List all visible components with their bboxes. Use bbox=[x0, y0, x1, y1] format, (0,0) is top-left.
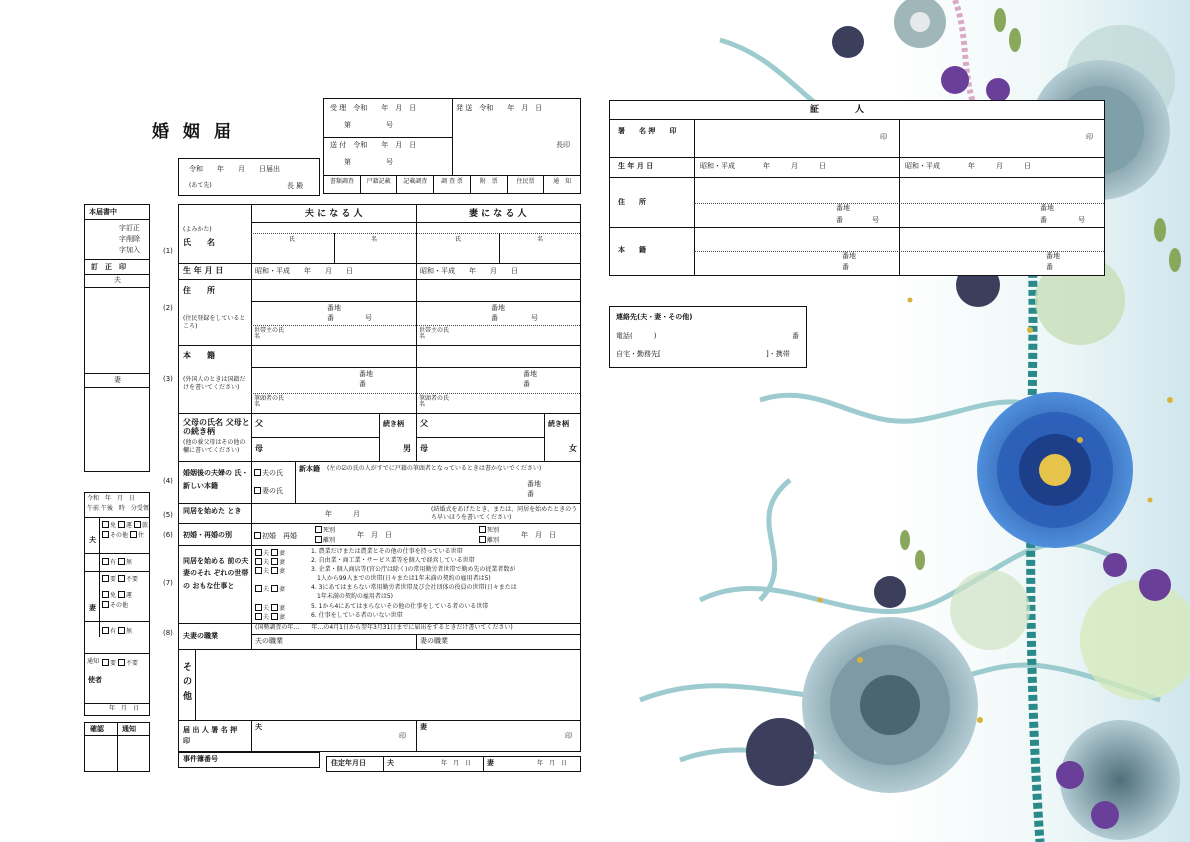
contact-box bbox=[609, 306, 807, 368]
check-label: 無 bbox=[125, 628, 132, 635]
reception-box bbox=[323, 98, 581, 194]
correction-label: 字削除 bbox=[119, 235, 140, 243]
work-label: 同居を始める 前の夫妻のそれ ぞれの世帯の おもな仕事と bbox=[183, 557, 249, 590]
honsho-label: 本届書中 bbox=[89, 208, 117, 216]
send-date: 発 送 令和 年 月 日 bbox=[456, 104, 543, 112]
stamp-label: 住民票 bbox=[508, 175, 545, 193]
row-number: (6) bbox=[163, 531, 173, 539]
relation-label: 続き柄 bbox=[548, 420, 569, 428]
row-number: (4) bbox=[163, 477, 173, 485]
death-divorce[interactable] bbox=[315, 526, 335, 534]
husband-column: 夫 に な る 人 bbox=[305, 209, 363, 219]
check-label: 運 bbox=[125, 522, 132, 529]
check-label: その他 bbox=[110, 532, 129, 539]
check-label: 免 bbox=[110, 592, 117, 599]
witness2-go: 号 bbox=[1078, 216, 1085, 224]
check-label: 要 bbox=[110, 660, 117, 667]
correction-box bbox=[84, 204, 150, 472]
witness-box bbox=[609, 100, 1105, 276]
office-date: 令和 年 月 日 bbox=[87, 495, 136, 502]
witness2-seal: 印 bbox=[1086, 133, 1093, 141]
witness2-banchi: 番地 bbox=[1040, 204, 1054, 212]
correction-label: 字加入 bbox=[119, 246, 140, 254]
row-number: (1) bbox=[163, 247, 173, 255]
notify-label: 通知 bbox=[87, 658, 100, 665]
submission-date: 令和 年 月 日届出 bbox=[189, 165, 280, 173]
office-wife: 妻 bbox=[89, 604, 96, 612]
check-label: 妻 bbox=[278, 586, 285, 593]
signature-label: 届 出 人 署 名 押 印 bbox=[183, 726, 238, 745]
address-ban: 番 bbox=[491, 314, 498, 322]
stamp-label: 戸籍記載 bbox=[361, 175, 398, 193]
option-label: 離別 bbox=[487, 537, 500, 544]
cohab-label: 同居を始めた とき bbox=[183, 507, 242, 515]
address-ban: 番 bbox=[327, 314, 334, 322]
new-honseki-label: 新本籍 bbox=[299, 465, 320, 473]
stamp-label: 記載調査 bbox=[397, 175, 434, 193]
address-label: 住 所 bbox=[183, 286, 215, 295]
remarriage-date: 年 月 日 bbox=[357, 531, 392, 539]
office-husband: 夫 bbox=[89, 536, 96, 544]
check-label: 有 bbox=[110, 559, 117, 566]
check-label: 夫 bbox=[263, 614, 270, 621]
death-divorce[interactable] bbox=[479, 536, 499, 544]
work-checks[interactable] bbox=[255, 604, 285, 612]
residence-wife-date: 年 月 日 bbox=[537, 760, 568, 767]
row-number: (7) bbox=[163, 579, 173, 587]
reception-date: 受 理 令和 年 月 日 bbox=[330, 104, 417, 112]
householder-label: 世帯主の氏名 bbox=[254, 327, 285, 340]
submission-to: (あて先) bbox=[189, 182, 212, 189]
work-checks[interactable] bbox=[255, 567, 285, 575]
work-item: 2. 自由業・商工業・サービス業等を個人で経営している世帯 bbox=[311, 557, 475, 564]
honseki-banchi: 番地 bbox=[523, 370, 537, 378]
surname-label: 氏 bbox=[289, 236, 296, 243]
given-label: 名 bbox=[537, 236, 544, 243]
witness1-banchi: 番地 bbox=[836, 204, 850, 212]
work-item: 4. 3にあてはまらない常用勤労者世帯及び会社団体の役員の世帯(日々または bbox=[311, 584, 517, 591]
honseki-banchi: 番地 bbox=[359, 370, 373, 378]
first-marriage-label: 初婚・再婚の別 bbox=[183, 531, 232, 539]
work-checks[interactable] bbox=[255, 585, 285, 593]
husband-job: 夫の職業 bbox=[255, 637, 283, 645]
husband-label: 夫 bbox=[114, 276, 121, 284]
confirm-box bbox=[84, 722, 150, 772]
option-label: 妻の氏 bbox=[262, 487, 283, 495]
contact-title: 連絡先(夫・妻・その他) bbox=[616, 313, 693, 321]
relation-son: 男 bbox=[403, 444, 411, 453]
office-checks bbox=[102, 591, 132, 599]
work-item: 3. 企業・個人商店等(官公庁は除く)の常用勤労者世帯で勤め先の従業者数が bbox=[311, 566, 516, 573]
correction-label: 字訂正 bbox=[119, 224, 140, 232]
jobs-note: (国勢調査の年… 年…の4月1日から翌年3月31日までに届出をするときだけ書いてください) bbox=[255, 624, 513, 631]
address-go: 号 bbox=[365, 314, 372, 322]
residence-wife: 妻 bbox=[487, 759, 494, 767]
witness1-ban: 番 bbox=[836, 216, 843, 224]
work-item: 5. 1から4にあてはまらないその他の仕事をしている者のいる世帯 bbox=[311, 603, 489, 610]
forward-number: 第 号 bbox=[344, 158, 393, 166]
office-checks bbox=[102, 531, 144, 539]
option-label: 離別 bbox=[323, 537, 336, 544]
wife-birth: 昭和・平成 年 月 日 bbox=[420, 267, 518, 275]
check-label: 無 bbox=[125, 559, 132, 566]
work-checks[interactable] bbox=[255, 549, 285, 557]
office-checks bbox=[102, 521, 148, 529]
form-title: 婚 姻 届 bbox=[152, 122, 235, 142]
witness-address-label: 住 所 bbox=[618, 198, 646, 206]
witness-honseki-label: 本 籍 bbox=[618, 246, 646, 254]
stamp-label: 書類調査 bbox=[324, 175, 361, 193]
witness2-hon-banchi: 番地 bbox=[1046, 252, 1060, 260]
check-label: 旅 bbox=[141, 522, 148, 529]
residence-date-label: 住定年月日 bbox=[331, 759, 366, 767]
option-label: 初婚 再婚 bbox=[262, 532, 297, 540]
check-label: 夫 bbox=[263, 605, 270, 612]
work-checks[interactable] bbox=[255, 558, 285, 566]
mother-label: 母 bbox=[255, 444, 263, 453]
cohab-date: 年 月 bbox=[325, 510, 360, 518]
jobs-label: 夫妻の職業 bbox=[183, 632, 218, 640]
residence-husband: 夫 bbox=[387, 759, 394, 767]
office-checks bbox=[102, 659, 138, 667]
office-date2: 年 月 日 bbox=[103, 705, 140, 712]
teisei-label: 訂 正 印 bbox=[91, 263, 126, 271]
forward-date: 送 付 令和 年 月 日 bbox=[330, 141, 417, 149]
check-label: 有 bbox=[110, 628, 117, 635]
honseki-ban: 番 bbox=[523, 380, 530, 388]
witness1-hon-banchi: 番地 bbox=[842, 252, 856, 260]
main-form bbox=[178, 204, 581, 722]
work-item: 6. 仕事をしている者のいない世帯 bbox=[311, 612, 403, 619]
check-label: 運 bbox=[125, 592, 132, 599]
relation-label: 続き柄 bbox=[383, 420, 404, 428]
father-label: 父 bbox=[420, 419, 428, 428]
submission-chief: 長 殿 bbox=[287, 182, 304, 190]
check-label: その他 bbox=[110, 602, 129, 609]
check-label: 不要 bbox=[125, 660, 138, 667]
check-label: 夫 bbox=[263, 568, 270, 575]
confirm-label: 確認 bbox=[90, 725, 104, 733]
witness1-birth: 昭和・平成 年 月 日 bbox=[700, 162, 826, 170]
chief-seal: 長印 bbox=[556, 141, 570, 149]
residence-husband-date: 年 月 日 bbox=[441, 760, 472, 767]
check-label: 免 bbox=[110, 522, 117, 529]
new-honseki-note: (左の☑の氏の人がすでに戸籍の筆頭者となっているときは書かないでください) bbox=[327, 465, 542, 472]
husband-surname-option[interactable] bbox=[254, 469, 283, 477]
new-honseki-banchi: 番地 bbox=[527, 480, 541, 488]
birth-label: 生 年 月 日 bbox=[183, 266, 224, 275]
wife-sign-label: 妻 bbox=[420, 723, 427, 731]
wife-seal: 印 bbox=[565, 732, 572, 740]
witness-title: 証 人 bbox=[810, 105, 865, 115]
office-time: 午前 午後 時 分受領 bbox=[87, 505, 149, 512]
office-checks bbox=[102, 575, 138, 583]
new-honseki-ban: 番 bbox=[527, 490, 534, 498]
witness1-go: 号 bbox=[872, 216, 879, 224]
reception-number: 第 号 bbox=[344, 121, 393, 129]
row-number: (3) bbox=[163, 375, 173, 383]
parents-label: 父母の氏名 父母との続き柄 bbox=[183, 418, 250, 437]
husband-sign-label: 夫 bbox=[255, 723, 262, 731]
husband-seal: 印 bbox=[399, 732, 406, 740]
option-label: 死別 bbox=[487, 527, 500, 534]
new-name-label: 婚姻後の夫婦の 氏・新しい本籍 bbox=[183, 469, 249, 491]
head-label: 筆頭者の氏名 bbox=[419, 395, 450, 408]
work-item: 1. 農業だけまたは農業とその他の仕事を持っている世帯 bbox=[311, 548, 463, 555]
contact-phone: 電話( ) bbox=[616, 332, 657, 340]
notice-label: 通知 bbox=[122, 725, 136, 733]
check-label: 妻 bbox=[278, 568, 285, 575]
witness2-ban: 番 bbox=[1040, 216, 1047, 224]
check-label: 住 bbox=[137, 532, 144, 539]
check-label: 妻 bbox=[278, 605, 285, 612]
wife-column: 妻 に な る 人 bbox=[469, 209, 527, 219]
witness1-hon-ban: 番 bbox=[842, 263, 849, 271]
husband-birth: 昭和・平成 年 月 日 bbox=[255, 267, 353, 275]
honseki-label: 本 籍 bbox=[183, 351, 215, 360]
office-checks bbox=[102, 627, 132, 635]
work-checks[interactable] bbox=[255, 613, 285, 621]
case-number-box bbox=[178, 752, 320, 768]
surname-label: 氏 bbox=[455, 236, 462, 243]
work-item: 1人から99人までの世帯(日々または1年未満の契約の雇用者は5) bbox=[311, 575, 491, 582]
witness2-hon-ban: 番 bbox=[1046, 263, 1053, 271]
check-label: 妻 bbox=[278, 550, 285, 557]
cohab-note: (結婚式をあげたとき、または、同居を始めたときのうち早いほうを書いてください) bbox=[431, 506, 578, 521]
head-label: 筆頭者の氏名 bbox=[254, 395, 285, 408]
submission-box bbox=[178, 158, 320, 196]
honseki-ban: 番 bbox=[359, 380, 366, 388]
check-label: 妻 bbox=[278, 614, 285, 621]
other-label: そ の 他 bbox=[183, 663, 193, 702]
witness-birth-label: 生 年 月 日 bbox=[618, 162, 654, 170]
contact-mobile: ]・携帯 bbox=[766, 350, 790, 358]
row-number: (5) bbox=[163, 511, 173, 519]
householder-label: 世帯主の氏名 bbox=[419, 327, 450, 340]
parents-note: (他の養父母はその他の欄に書いてください) bbox=[183, 439, 246, 454]
row-number: (2) bbox=[163, 304, 173, 312]
first-marriage-options[interactable] bbox=[254, 532, 297, 540]
wife-label: 妻 bbox=[114, 376, 121, 384]
relation-daughter: 女 bbox=[569, 444, 577, 453]
case-number-label: 事件簿番号 bbox=[183, 755, 218, 763]
remarriage-date: 年 月 日 bbox=[521, 531, 556, 539]
contact-phone-ban: 番 bbox=[792, 332, 799, 340]
office-checks bbox=[102, 558, 132, 566]
check-label: 妻 bbox=[278, 559, 285, 566]
reading-label: (よみかた) bbox=[183, 226, 212, 233]
given-label: 名 bbox=[371, 236, 378, 243]
witness2-birth: 昭和・平成 年 月 日 bbox=[905, 162, 1031, 170]
option-label: 夫の氏 bbox=[262, 469, 283, 477]
death-divorce[interactable] bbox=[479, 526, 499, 534]
address-go: 号 bbox=[531, 314, 538, 322]
check-label: 夫 bbox=[263, 559, 270, 566]
stamp-label: 通 知 bbox=[553, 178, 572, 185]
check-label: 夫 bbox=[263, 550, 270, 557]
wife-surname-option[interactable] bbox=[254, 487, 283, 495]
stamp-label: 附 票 bbox=[471, 175, 508, 193]
address-note: (住民登録をしているところ) bbox=[183, 315, 246, 330]
death-divorce[interactable] bbox=[315, 536, 335, 544]
address-banchi: 番地 bbox=[491, 304, 505, 312]
wife-job: 妻の職業 bbox=[420, 637, 448, 645]
name-label: 氏 名 bbox=[183, 238, 215, 247]
contact-home: 自宅・勤務先[ bbox=[616, 350, 661, 358]
stamp-label: 調 査 票 bbox=[434, 175, 471, 193]
mother-label: 母 bbox=[420, 444, 428, 453]
residence-date-box bbox=[326, 756, 581, 772]
signature-box bbox=[178, 720, 581, 752]
office-box bbox=[84, 492, 150, 716]
shisha-label: 使者 bbox=[88, 676, 102, 684]
witness1-seal: 印 bbox=[880, 133, 887, 141]
check-label: 夫 bbox=[263, 586, 270, 593]
father-label: 父 bbox=[255, 419, 263, 428]
office-checks bbox=[102, 601, 128, 609]
address-banchi: 番地 bbox=[327, 304, 341, 312]
option-label: 死別 bbox=[323, 527, 336, 534]
witness-sign-label: 署 名 押 印 bbox=[618, 127, 677, 135]
honseki-note: (外国人のときは国籍だけを書いてください) bbox=[183, 376, 246, 391]
row-number: (8) bbox=[163, 629, 173, 637]
check-label: 不要 bbox=[125, 576, 138, 583]
work-item: 1年未満の契約の雇用者は5) bbox=[311, 593, 393, 600]
check-label: 要 bbox=[110, 576, 117, 583]
